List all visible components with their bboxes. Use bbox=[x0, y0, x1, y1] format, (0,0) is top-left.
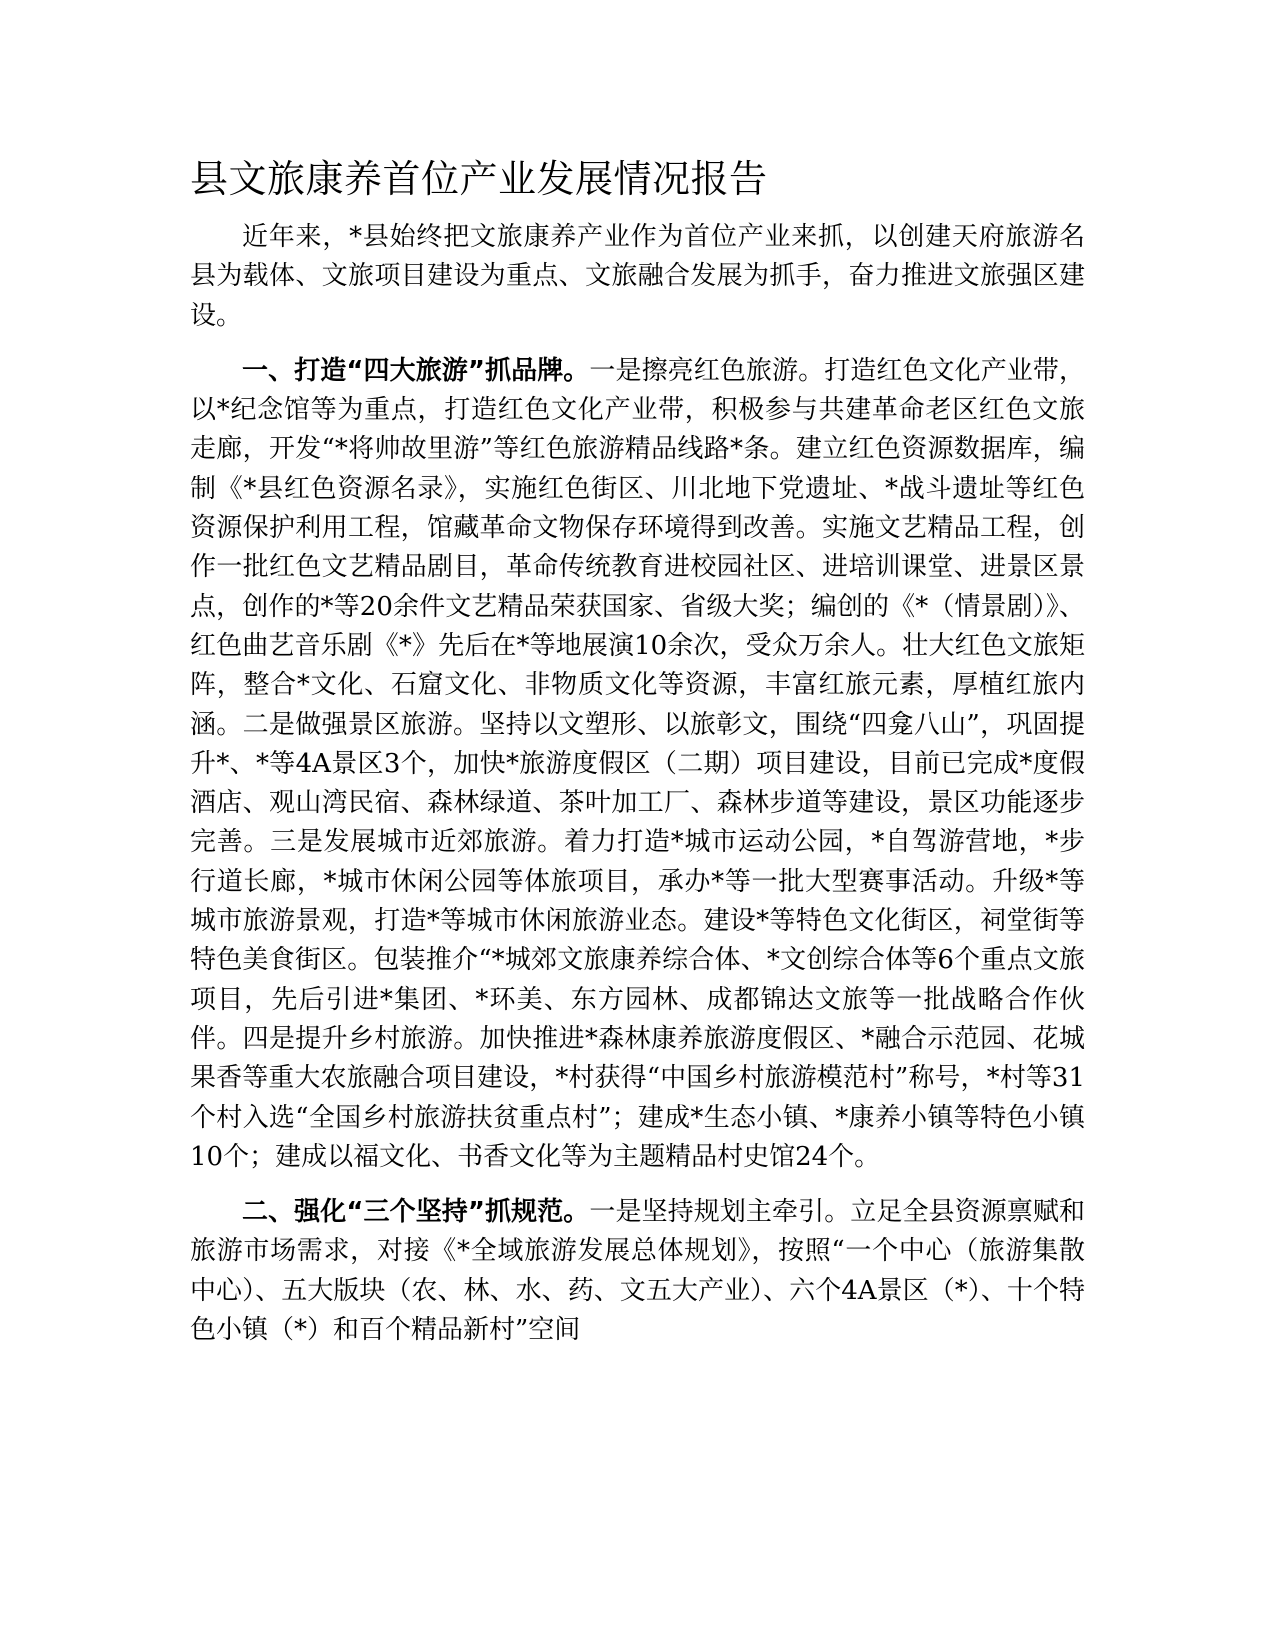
section-1-heading: 一、打造“四大旅游”抓品牌。 bbox=[242, 355, 590, 386]
intro-paragraph: 近年来，*县始终把文旅康养产业作为首位产业来抓，以创建天府旅游名县为载体、文旅项目建设为重点、文旅融合发展为抓手，奋力推进文旅强区建设。 bbox=[190, 222, 1085, 331]
section-1-body: 一是擦亮红色旅游。打造红色文化产业带，以*纪念馆等为重点，打造红色文化产业带，积极参与共建革命老区红色文旅走廊，开发“*将帅故里游”等红色旅游精品线路*条。建立红色资源数据库，编制《*县红色资源名录》，实施红色街区、川北地下党遗址、*战斗遗址等红色资源保护利用工程，馆藏革命文物保存环境得到改善。实施文艺精品工程，创作一批红色文艺精品剧目，革命传统教育进校园社区、进培训课堂、进景区景点，创作的*等20余件文艺精品荣获国家、省级大奖；编创的《*（情景剧）》、红色曲艺音乐剧《*》先后在*等地展演10余次，受众万余人。壮大红色文旅矩阵，整合*文化、石窟文化、非物质文化等资源，丰富红旅元素，厚植红旅内涵。二是做强景区旅游。坚持以文塑形、以旅彰文，围绕“四龛八山”，巩固提升*、*等4A景区3个，加快*旅游度假区（二期）项目建设，目前已完成*度假酒店、观山湾民宿、森林绿道、茶叶加工厂、森林步道等建设，景区功能逐步完善。三是发展城市近郊旅游。着力打造*城市运动公园，*自驾游营地，*步行道长廊，*城市休闲公园等体旅项目，承办*等一批大型赛事活动。升级*等城市旅游景观，打造*等城市休闲旅游业态。建设*等特色文化街区，祠堂街等特色美食街区。包装推介“*城郊文旅康养综合体、*文创综合体等6个重点文旅项目，先后引进*集团、*环美、东方园林、成都锦达文旅等一批战略合作伙伴。四是提升乡村旅游。加快推进*森林康养旅游度假区、*融合示范园、花城果香等重大农旅融合项目建设，*村获得“中国乡村旅游模范村”称号，*村等31个村入选“全国乡村旅游扶贫重点村”；建成*生态小镇、*康养小镇等特色小镇10个；建成以福文化、书香文化等为主题精品村史馆24个。 bbox=[190, 355, 1085, 1172]
section-2-paragraph bbox=[190, 1193, 1085, 1350]
document-content bbox=[190, 150, 1085, 1366]
section-2-heading: 二、强化“三个坚持”抓规范。 bbox=[242, 1197, 590, 1228]
section-2-body: 一是坚持规划主牵引。立足全县资源禀赋和旅游市场需求，对接《*全域旅游发展总体规划》，按照“一个中心（旅游集散中心）、五大版块（农、林、水、药、文五大产业）、六个4A景区（*）、十个特色小镇（*）和百个精品新村”空间 bbox=[190, 1197, 1085, 1346]
document-title: 县文旅康养首位产业发展情况报告 bbox=[190, 157, 768, 201]
section-1-paragraph bbox=[190, 352, 1085, 1177]
